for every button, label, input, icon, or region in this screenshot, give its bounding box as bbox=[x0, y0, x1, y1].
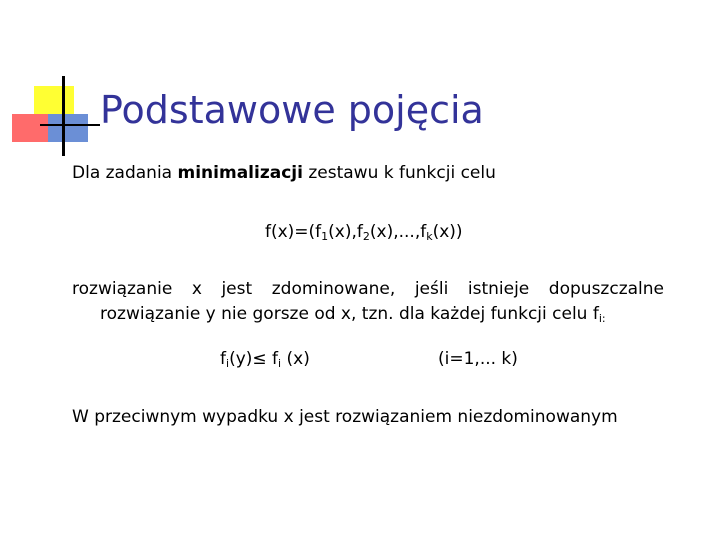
intro-line: Dla zadania minimalizacji zestawu k funkcji celu bbox=[72, 163, 496, 183]
definition-line-1: rozwiązanie x jest zdominowane, jeśli istnieje dopuszczalne bbox=[72, 279, 664, 299]
emphasis-minimalizacji: minimalizacji bbox=[177, 163, 303, 183]
decor-horizontal-line bbox=[40, 124, 100, 126]
decor-vertical-line bbox=[62, 76, 65, 156]
inequality-formula: $f_i(y)\le f_i$ (x) bbox=[220, 349, 310, 370]
definition-line-2: rozwiązanie y nie gorsze od x, tzn. dla każdej funkcji celu $f_{i:}$ bbox=[100, 304, 606, 325]
conclusion-line: W przeciwnym wypadku x jest rozwiązaniem niezdominowanym bbox=[72, 407, 618, 427]
decor-blue-bar bbox=[48, 114, 88, 142]
slide-title: Podstawowe pojęcia bbox=[100, 88, 484, 132]
index-range: (i=1,... k) bbox=[438, 349, 518, 369]
objective-formula: $f(x)=(f_1(x),f_2(x),...,f_k(x))$ bbox=[265, 222, 463, 243]
